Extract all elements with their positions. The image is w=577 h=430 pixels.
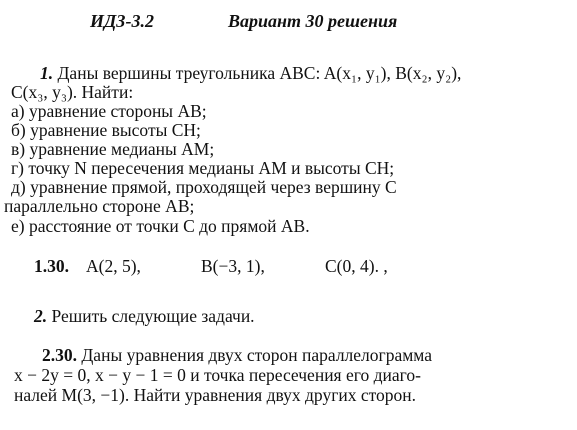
task1-intro-line2: C(x₃, y₃). Найти: <box>11 82 134 102</box>
data-number: 1.30. <box>34 256 69 276</box>
problem-number: 2.30. <box>42 345 77 365</box>
point-a: A(2, 5), <box>86 256 141 276</box>
task1-item-d: д) уравнение прямой, проходящей через вершину C <box>11 177 397 197</box>
task1-intro-text: Даны вершины треугольника ABC: A(x₁, y₁), B(x₂, y₂), <box>57 63 462 83</box>
task2-line <box>34 306 255 326</box>
task1-item-e: е) расстояние от точки C до прямой AB. <box>11 216 310 236</box>
doc-title: ИДЗ-3.2 <box>90 11 154 31</box>
problem-line3: налей M(3, −1). Найти уравнения двух других сторон. <box>14 385 417 405</box>
point-c: C(0, 4). , <box>325 256 388 276</box>
task1-item-b: б) уравнение высоты CH; <box>11 120 201 140</box>
task2-text: Решить следующие задачи. <box>51 306 255 326</box>
task1-number: 1. <box>40 63 54 83</box>
task1-item-d-cont: параллельно стороне AB; <box>4 196 195 216</box>
task1-intro-line1 <box>40 63 461 83</box>
variant-title: Вариант 30 решения <box>228 11 398 31</box>
point-b: B(−3, 1), <box>201 256 265 276</box>
task1-item-v: в) уравнение медианы AM; <box>11 139 215 159</box>
problem-line1 <box>42 345 432 365</box>
problem-line2: x − 2y = 0, x − y − 1 = 0 и точка пересечения его диаго- <box>14 365 421 385</box>
problem-text1: Даны уравнения двух сторон параллелограмма <box>81 345 433 365</box>
task1-item-a: а) уравнение стороны AB; <box>11 101 207 121</box>
task2-number: 2. <box>34 306 48 326</box>
task1-item-g: г) точку N пересечения медианы AM и высоты CH; <box>11 158 395 178</box>
